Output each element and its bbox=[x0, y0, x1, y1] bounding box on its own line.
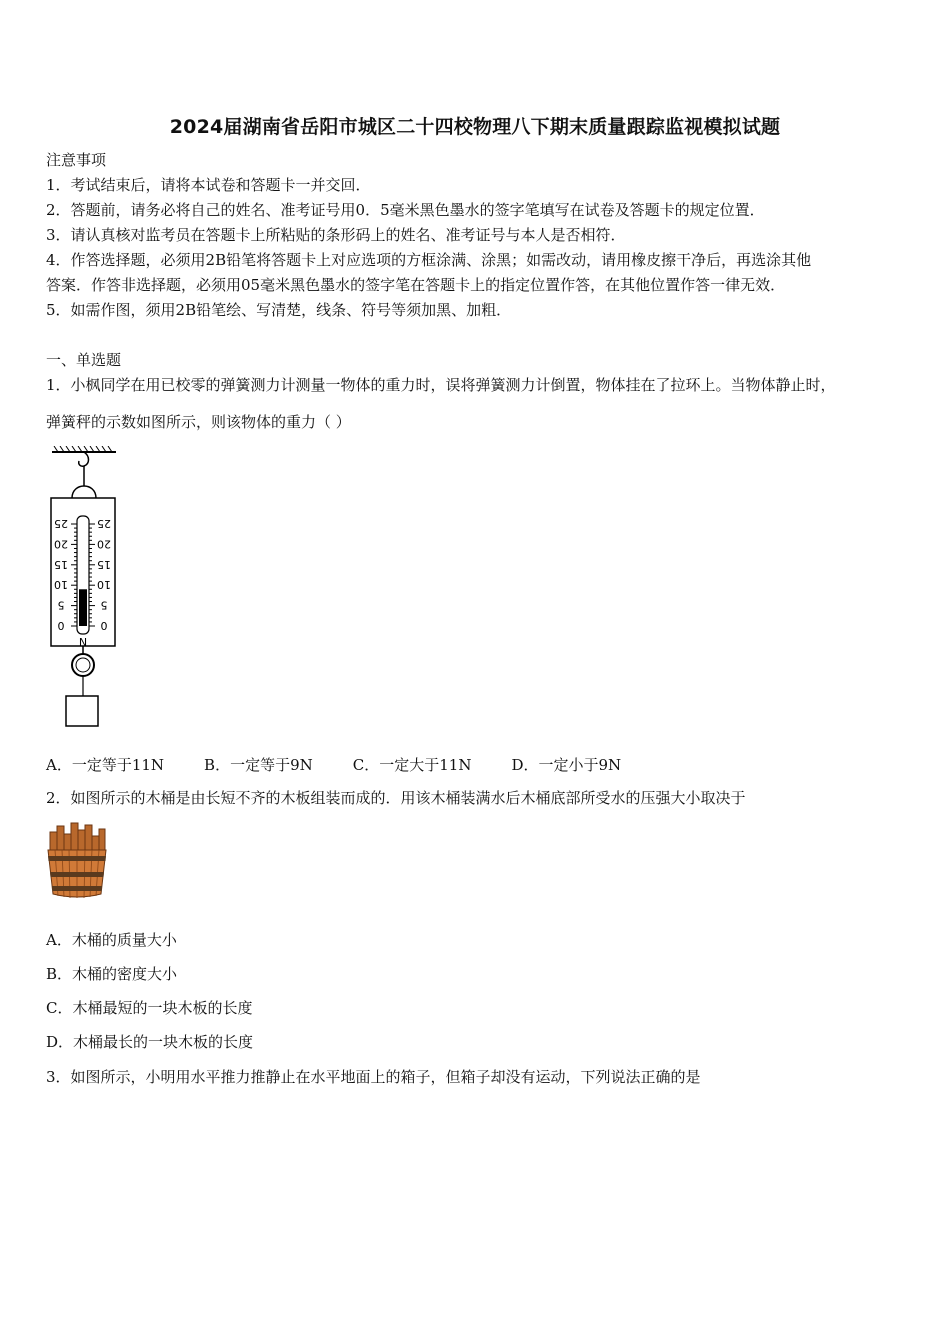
section-heading: 一、单选题 bbox=[46, 351, 122, 369]
unit-label: N bbox=[78, 635, 88, 648]
notice-line-3: 3．请认真核对监考员在答题卡上所粘贴的条形码上的姓名、准考证号与本人是否相符． bbox=[46, 226, 626, 244]
scale-label-left: 10 bbox=[54, 578, 68, 592]
wooden-bucket-figure bbox=[44, 820, 110, 900]
notice-heading: 注意事项 bbox=[46, 151, 107, 169]
q2-option-c[interactable]: C．木桶最短的一块木板的长度 bbox=[46, 999, 253, 1017]
hanging-box bbox=[66, 696, 98, 726]
question-3-stem: 3．如图所示，小明用水平推力推静止在水平地面上的箱子，但箱子却没有运动，下列说法正确的是 bbox=[46, 1068, 701, 1086]
q1-option-b[interactable]: B．一定等于9N bbox=[204, 756, 313, 774]
scale-label-right: 20 bbox=[97, 537, 111, 551]
q1-option-c[interactable]: C．一定大于11N bbox=[352, 756, 472, 774]
question-1-options bbox=[46, 754, 661, 775]
scale-label-right: 10 bbox=[97, 578, 111, 592]
question-1-stem-line2: 弹簧秤的示数如图所示，则该物体的重力（ ） bbox=[46, 413, 351, 431]
q1-option-d[interactable]: D．一定小于9N bbox=[511, 756, 622, 774]
scale-label-right: 0 bbox=[100, 619, 108, 632]
scale-label-right: 5 bbox=[100, 598, 108, 612]
scale-label-left: 20 bbox=[54, 537, 68, 551]
scale-reading-bar bbox=[79, 589, 87, 626]
scale-label-left: 0 bbox=[57, 619, 65, 632]
scale-label-left: 25 bbox=[54, 517, 68, 530]
spring-scale-figure bbox=[46, 446, 126, 731]
scale-label-left: 15 bbox=[54, 557, 68, 571]
question-2-stem: 2．如图所示的木桶是由长短不齐的木板组装而成的．用该木桶装满水后木桶底部所受水的压强大小取决于 bbox=[46, 789, 746, 807]
q1-option-a[interactable]: A．一定等于11N bbox=[46, 756, 165, 774]
notice-line-6: 5．如需作图，须用2B铅笔绘、写清楚，线条、符号等须加黑、加粗． bbox=[46, 301, 512, 319]
q2-option-a[interactable]: A．木桶的质量大小 bbox=[46, 931, 177, 949]
scale-label-left: 5 bbox=[57, 598, 65, 612]
scale-label-right: 25 bbox=[97, 517, 111, 530]
notice-line-2: 2．答题前，请务必将自己的姓名、准考证号用0．5毫米黑色墨水的签字笔填写在试卷及答题卡的规定位置． bbox=[46, 201, 765, 219]
notice-line-5: 答案．作答非选择题，必须用05毫米黑色墨水的签字笔在答题卡上的指定位置作答，在其他位置作答一律无效． bbox=[46, 276, 786, 294]
q2-option-d[interactable]: D．木桶最长的一块木板的长度 bbox=[46, 1033, 254, 1051]
notice-line-4: 4．作答选择题，必须用2B铅笔将答题卡上对应选项的方框涂满、涂黑；如需改动，请用橡皮擦干净后，再选涂其他 bbox=[46, 251, 812, 269]
question-1-stem-line1: 1．小枫同学在用已校零的弹簧测力计测量一物体的重力时，误将弹簧测力计倒置，物体挂在了拉环上。当物体静止时， bbox=[46, 376, 836, 394]
notice-line-1: 1．考试结束后，请将本试卷和答题卡一并交回． bbox=[46, 176, 371, 194]
page-title: 2024届湖南省岳阳市城区二十四校物理八下期末质量跟踪监视模拟试题 bbox=[169, 116, 781, 138]
scale-label-right: 15 bbox=[97, 557, 111, 571]
q2-option-b[interactable]: B．木桶的密度大小 bbox=[46, 965, 178, 983]
